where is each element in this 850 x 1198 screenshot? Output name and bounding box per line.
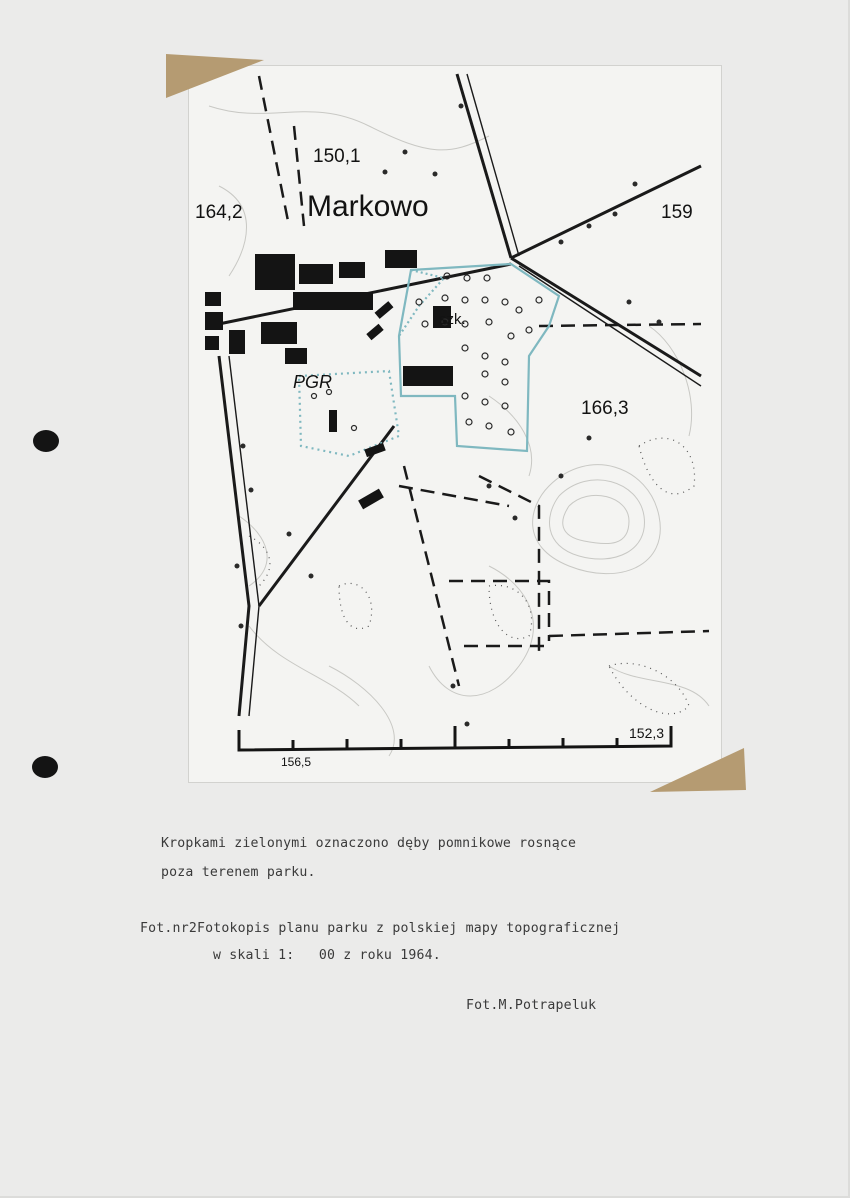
photo-corner-bottom-right [650, 748, 746, 794]
school-label: szk. [439, 311, 466, 328]
contour-lines [209, 106, 709, 756]
height-label-5: 152,3 [629, 725, 665, 741]
place-name-label: Markowo [307, 190, 429, 223]
height-label-6: 156,5 [281, 755, 312, 769]
scale-bar [239, 726, 671, 750]
pgr-label: PGR [293, 372, 333, 392]
punch-hole-top [33, 430, 59, 452]
map-photograph [189, 66, 721, 782]
woodland-outlines [249, 438, 695, 714]
height-label-1: 150,1 [313, 146, 361, 167]
caption-line-1: Kropkami zielonymi oznaczono dęby pomnikowe rosnące [161, 836, 577, 851]
height-label-3: 159 [661, 202, 693, 223]
photo-corner-top-left [166, 54, 264, 100]
caption-line-2: poza terenem parku. [161, 865, 316, 880]
height-label-2: 164,2 [195, 202, 243, 223]
height-label-4: 166,3 [581, 398, 629, 419]
punch-hole-bottom [32, 756, 58, 778]
photo-credit: Fot.M.Potrapeluk [466, 998, 597, 1013]
caption-line-4: w skali 1: 00 z roku 1964. [213, 948, 441, 963]
caption-line-3: Fot.nr2Fotokopis planu parku z polskiej mapy topograficznej [140, 921, 621, 936]
side-roads [229, 74, 701, 716]
topographic-map [189, 66, 721, 782]
